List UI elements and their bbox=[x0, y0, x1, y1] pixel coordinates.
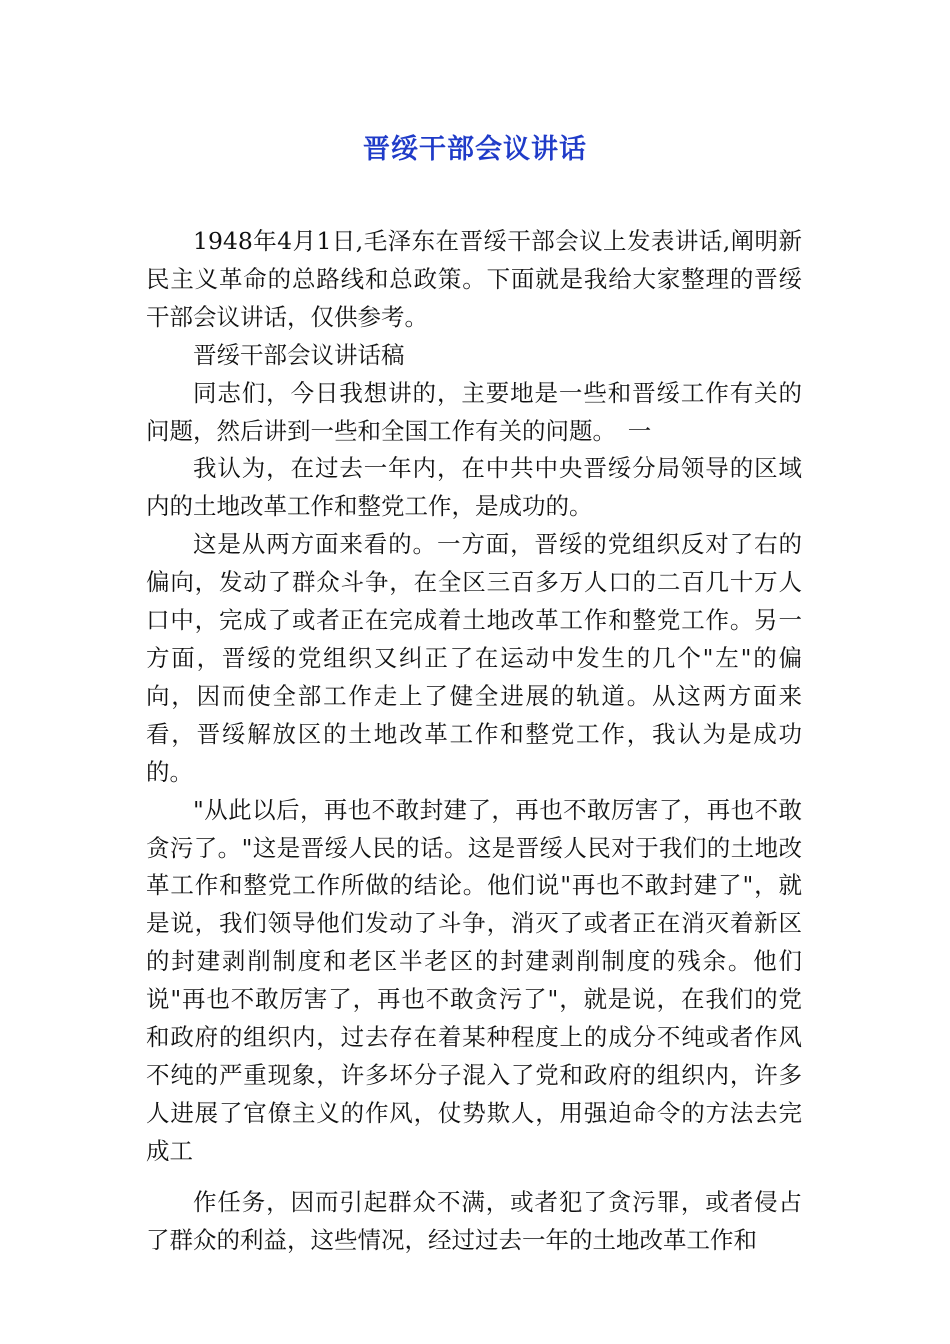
paragraph-greeting: 同志们，今日我想讲的，主要地是一些和晋绥工作有关的问题，然后讲到一些和全国工作有关的问题。 一 bbox=[146, 378, 802, 445]
paragraph-intro: 1948年4月1日,毛泽东在晋绥干部会议上发表讲话,阐明新民主义革命的总路线和总政策。下面就是我给大家整理的晋绥干部会议讲话，仅供参考。 bbox=[146, 227, 802, 331]
paragraph-assessment: 我认为，在过去一年内，在中共中央晋绥分局领导的区域内的土地改革工作和整党工作，是成功的。 bbox=[146, 454, 802, 521]
document-title: 晋绥干部会议讲话 bbox=[363, 134, 587, 165]
paragraph-people-quote: "从此以后，再也不敢封建了，再也不敢厉害了，再也不敢贪污了。"这是晋绥人民的话。这是晋绥人民对于我们的土地改革工作和整党工作所做的结论。他们说"再也不敢封建了"，就是说，我们领导他们发动了斗争，消灭了或者正在消灭着新区的封建剥削制度和老区半老区的封建剥削制度的残余。他们说"再也不敢厉害了，再也不敢贪污了"，就是说，在我们的党和政府的组织内，过去存在着某种程度上的成分不纯或者作风不纯的严重现象，许多坏分子混入了党和政府的组织内，许多人进展了官僚主义的作风，仗势欺人，用强迫命令的方法去完成工 bbox=[146, 795, 802, 1165]
paragraph-two-aspects: 这是从两方面来看的。一方面，晋绥的党组织反对了右的偏向，发动了群众斗争，在全区三百多万人口的二百几十万人口中，完成了或者正在完成着土地改革工作和整党工作。另一方面，晋绥的党组织又纠正了在运动中发生的几个"左"的偏向，因而使全部工作走上了健全进展的轨道。从这两方面来看，晋绥解放区的土地改革工作和整党工作，我认为是成功的。 bbox=[146, 530, 802, 786]
document-body bbox=[146, 223, 802, 1259]
paragraph-continuation: 作任务，因而引起群众不满，或者犯了贪污罪，或者侵占了群众的利益，这些情况，经过过去一年的土地改革工作和 bbox=[146, 1187, 802, 1254]
paragraph-subtitle: 晋绥干部会议讲话稿 bbox=[193, 340, 405, 369]
